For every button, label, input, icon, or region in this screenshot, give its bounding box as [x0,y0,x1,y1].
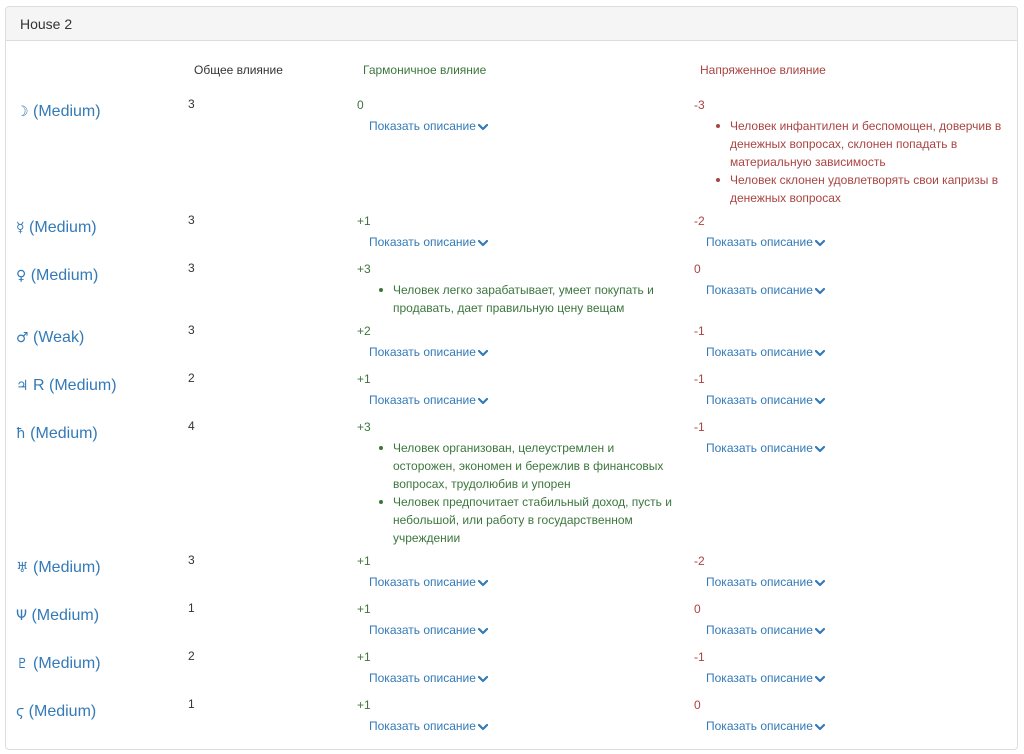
tense-cell [694,97,1014,207]
show-description-link[interactable] [706,345,825,359]
tense-cell [694,371,1014,409]
show-description-link[interactable] [706,283,825,297]
show-description-label: Показать описание [369,345,476,359]
harm-value: +2 [357,324,371,338]
chevron-down-icon [815,444,825,454]
tense-value: -1 [694,324,705,338]
show-description-link[interactable] [369,575,488,589]
tense-cell [694,323,1014,361]
planet-symbol-icon: ☿ [16,220,25,236]
planet-link[interactable] [16,219,97,237]
planet-symbol-icon: ♅ [16,560,29,576]
chevron-down-icon [478,238,488,248]
show-description-label: Показать описание [706,623,813,637]
planet-link[interactable] [16,703,96,721]
planet-symbol-icon: ħ [16,426,26,442]
description-item: Человек склонен удовлетворять свои капризы в денежных вопросах [716,171,1014,207]
harmonious-cell [357,649,677,687]
planet-link[interactable] [16,425,98,443]
tense-value: -1 [694,372,705,386]
planet-strength: (Medium) [24,703,97,720]
show-description-label: Показать описание [369,719,476,733]
show-description-label: Показать описание [706,719,813,733]
planet-strength: (Medium) [28,655,101,672]
planet-link[interactable] [16,655,101,673]
harm-value: +1 [357,214,371,228]
planet-symbol-icon: ♀ [16,268,27,284]
planet-link[interactable] [16,103,101,121]
general-value: 3 [188,553,195,567]
tense-value: 0 [694,262,701,276]
show-description-link[interactable] [369,671,488,685]
planet-strength: (Medium) [24,219,97,236]
description-item: Человек предпочитает стабильный доход, пусть и небольшой, или работу в государственном учреждении [379,493,677,547]
tense-value: -2 [694,554,705,568]
harmonious-cell [357,261,677,317]
harmonious-cell [357,213,677,251]
planet-symbol-icon: Ψ [16,608,28,624]
chevron-down-icon [815,578,825,588]
planet-symbol-icon: ♇ [16,656,29,672]
planet-link[interactable] [16,267,98,285]
harmonious-cell [357,97,677,135]
show-description-link[interactable] [706,719,825,733]
chevron-down-icon [478,626,488,636]
house-panel [5,6,1018,750]
show-description-link[interactable] [369,235,488,249]
general-value: 3 [188,97,195,111]
tense-value: -1 [694,650,705,664]
harm-value: +1 [357,554,371,568]
panel-title: House 2 [6,7,1017,41]
show-description-label: Показать описание [706,283,813,297]
column-header-general: Общее влияние [194,63,283,77]
tense-cell [694,419,1014,457]
planet-strength: (Medium) [28,103,101,120]
general-value: 3 [188,261,195,275]
show-description-link[interactable] [706,235,825,249]
planet-symbol-icon: ♃ [16,378,29,394]
general-value: 2 [188,649,195,663]
planet-link[interactable] [16,559,101,577]
general-value: 3 [188,213,195,227]
planet-strength: R (Medium) [28,377,117,394]
show-description-label: Показать описание [706,235,813,249]
chevron-down-icon [478,674,488,684]
planet-link[interactable] [16,377,117,395]
tense-value: -2 [694,214,705,228]
planet-link[interactable] [16,329,84,347]
chevron-down-icon [478,578,488,588]
show-description-link[interactable] [706,671,825,685]
show-description-label: Показать описание [706,575,813,589]
harm-value: +1 [357,372,371,386]
planet-link[interactable] [16,607,99,625]
show-description-label: Показать описание [369,393,476,407]
harm-value: +1 [357,650,371,664]
show-description-link[interactable] [369,623,488,637]
general-value: 3 [188,323,195,337]
planet-strength: (Medium) [26,267,99,284]
harm-value: +3 [357,262,371,276]
show-description-link[interactable] [706,441,825,455]
show-description-link[interactable] [369,119,488,133]
planet-strength: (Medium) [25,425,98,442]
chevron-down-icon [815,626,825,636]
tense-cell [694,553,1014,591]
show-description-label: Показать описание [706,345,813,359]
planet-strength: (Medium) [27,607,100,624]
tense-value: 0 [694,698,701,712]
tense-value: -3 [694,98,705,112]
general-value: 4 [188,419,195,433]
chevron-down-icon [815,674,825,684]
planet-strength: (Weak) [28,329,85,346]
planet-symbol-icon: ☽ [16,104,29,120]
tense-description-list [694,117,1014,207]
chevron-down-icon [815,722,825,732]
chevron-down-icon [815,396,825,406]
show-description-label: Показать описание [706,441,813,455]
tense-cell [694,649,1014,687]
tense-value: -1 [694,420,705,434]
tense-value: 0 [694,602,701,616]
tense-cell [694,261,1014,299]
show-description-link[interactable] [369,719,488,733]
description-item: Человек инфантилен и беспомощен, доверчив в денежных вопросах, склонен попадать в материальную зависимость [716,117,1014,171]
show-description-label: Показать описание [369,623,476,637]
general-value: 2 [188,371,195,385]
harmonious-cell [357,371,677,409]
harmonious-cell [357,419,677,547]
chevron-down-icon [478,722,488,732]
planet-symbol-icon: ϛ [16,704,25,720]
harmonious-cell [357,697,677,735]
general-value: 1 [188,601,195,615]
harm-value: +1 [357,602,371,616]
chevron-down-icon [478,396,488,406]
harm-description-list [357,439,677,547]
harm-value: +1 [357,698,371,712]
show-description-label: Показать описание [706,671,813,685]
column-header-harmonious: Гармоничное влияние [363,63,487,77]
chevron-down-icon [478,348,488,358]
harmonious-cell [357,601,677,639]
tense-cell [694,697,1014,735]
show-description-label: Показать описание [369,671,476,685]
show-description-label: Показать описание [369,235,476,249]
description-item: Человек легко зарабатывает, умеет покупать и продавать, дает правильную цену вещам [379,281,677,317]
show-description-label: Показать описание [369,575,476,589]
column-header-tense: Напряженное влияние [700,63,826,77]
description-item: Человек организован, целеустремлен и осторожен, экономен и бережлив в финансовых вопросах, трудолюбив и упорен [379,439,677,493]
harm-value: 0 [357,98,364,112]
chevron-down-icon [478,122,488,132]
planet-strength: (Medium) [28,559,101,576]
chevron-down-icon [815,286,825,296]
show-description-link[interactable] [706,623,825,637]
show-description-link[interactable] [706,393,825,407]
show-description-label: Показать описание [369,119,476,133]
harm-value: +3 [357,420,371,434]
planet-symbol-icon: ♂ [16,330,29,346]
harmonious-cell [357,323,677,361]
harmonious-cell [357,553,677,591]
show-description-link[interactable] [369,393,488,407]
tense-cell [694,601,1014,639]
show-description-link[interactable] [369,345,488,359]
general-value: 1 [188,697,195,711]
tense-cell [694,213,1014,251]
harm-description-list [357,281,677,317]
chevron-down-icon [815,238,825,248]
show-description-link[interactable] [706,575,825,589]
chevron-down-icon [815,348,825,358]
show-description-label: Показать описание [706,393,813,407]
